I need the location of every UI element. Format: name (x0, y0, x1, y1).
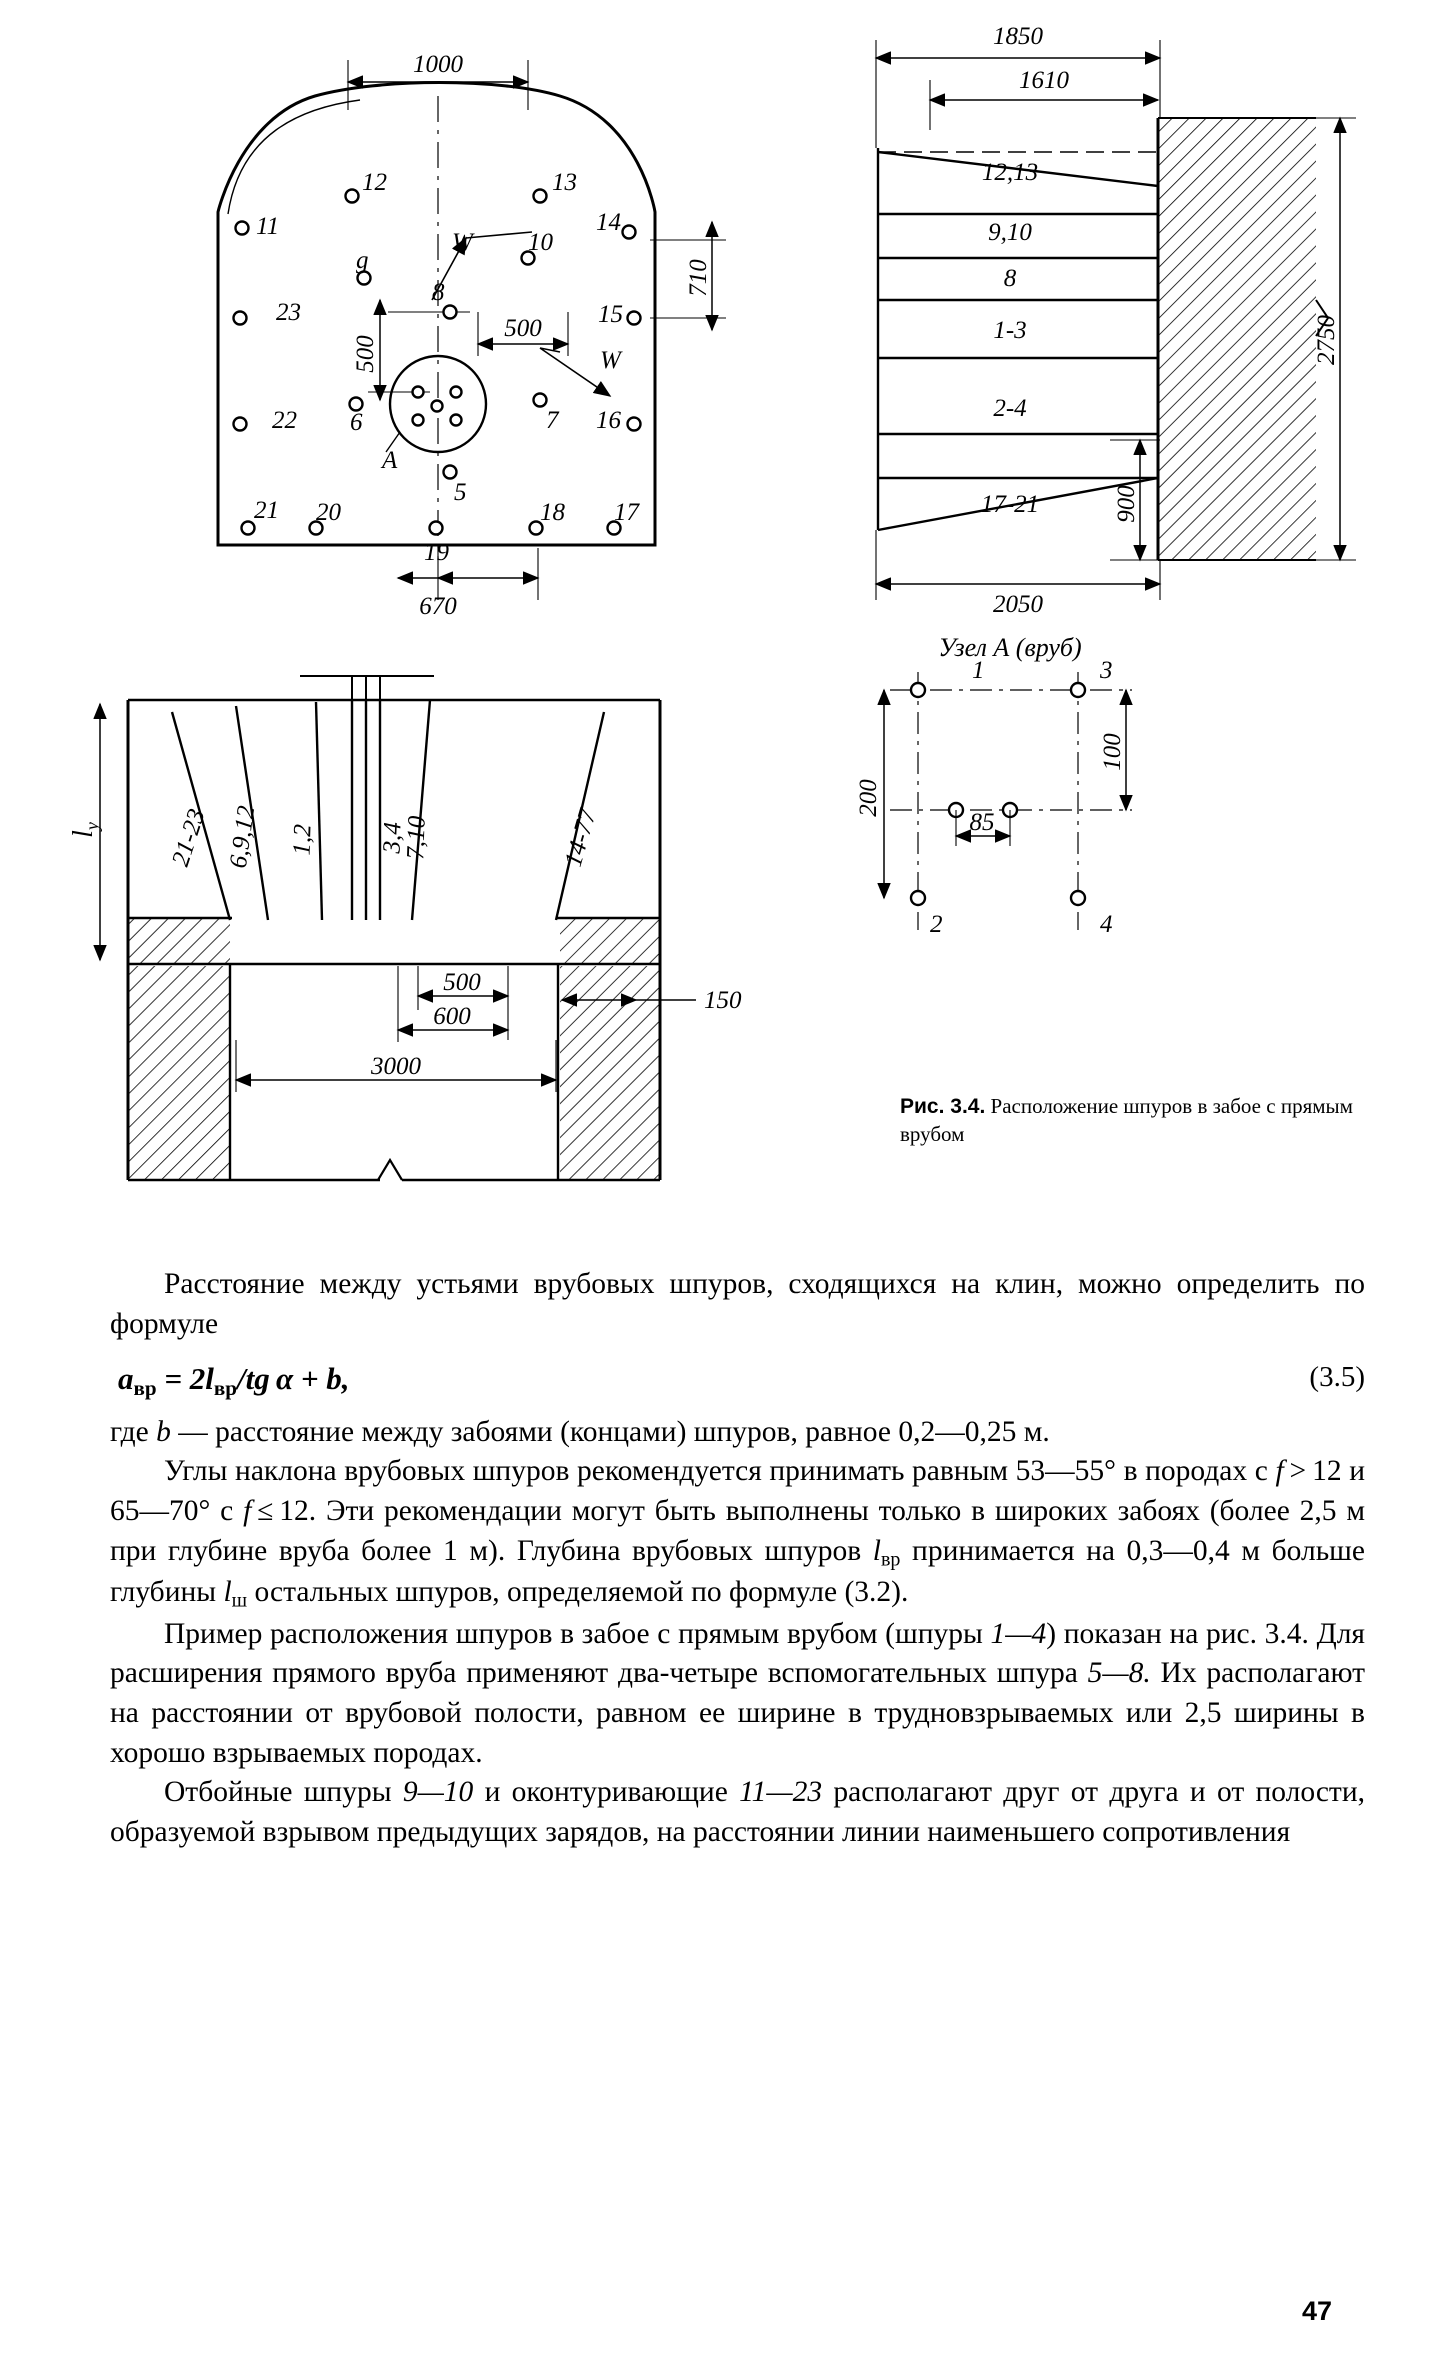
grp-14-17: 14-77 (559, 806, 602, 870)
label-W-1: W (452, 229, 473, 256)
dim-85: 85 (969, 809, 995, 836)
hole-21: 21 (254, 497, 279, 524)
node-a-title: Узел А (вруб) (938, 633, 1082, 662)
dim-1850: 1850 (993, 23, 1043, 50)
figure-caption-text: Расположение шпуров в забое с прямым врубом (900, 1094, 1353, 1146)
dim-200: 200 (855, 779, 882, 817)
hole-18: 18 (540, 499, 565, 526)
row-17-21: 17-21 (980, 491, 1040, 518)
dim-600-plan: 600 (433, 1003, 471, 1030)
hole-23: 23 (276, 299, 301, 326)
hole-11: 11 (256, 213, 280, 240)
page-number: 47 (1301, 2296, 1332, 2326)
node-pt-3: 3 (1100, 657, 1113, 684)
paragraph-2: где b — расстояние между забоями (концами) шпуров, равное 0,2—0,25 м. (110, 1415, 1050, 1448)
dim-500-plan: 500 (443, 969, 481, 996)
figure-caption-label: Рис. 3.4. (900, 1095, 986, 1118)
grp-21-23: 21-23 (167, 805, 211, 870)
paragraph-5: Отбойные шпуры 9—10 и оконтуривающие 11—23 располагают друг от друга и от полости, образуемой взрывом предыдущих зарядов, на расстоянии линии наименьшего сопротивления (110, 1776, 1365, 1849)
row-9-10: 9,10 (988, 219, 1032, 246)
grp-6-9-12: 6,9,12 (224, 804, 261, 870)
formula-3-5 (110, 1358, 1365, 1402)
dim-100: 100 (1099, 733, 1126, 771)
grp-3-4-7-10b: 7,10 (402, 815, 431, 861)
row-2-4: 2-4 (993, 395, 1027, 422)
dim-1610: 1610 (1019, 67, 1069, 94)
row-8: 8 (1003, 265, 1017, 292)
hole-6: 6 (350, 409, 363, 436)
hole-14: 14 (596, 209, 621, 236)
formula-number: (3.5) (1309, 1361, 1365, 1394)
paragraph-1: Расстояние между устьями врубовых шпуров, сходящихся на клин, можно определить по формуле (110, 1268, 1365, 1340)
dim-1000: 1000 (413, 51, 463, 78)
body-text (110, 1265, 1365, 1853)
hole-17: 17 (614, 499, 639, 526)
hole-15: 15 (598, 301, 623, 328)
grp-3-4-7-10: 3,4 (378, 821, 407, 854)
dim-ly: $l_у$ (68, 822, 102, 838)
dim-2750: 2750 (1313, 315, 1340, 365)
dim-2050: 2050 (993, 591, 1043, 618)
dim-150: 150 (704, 987, 742, 1014)
hole-5: 5 (454, 479, 467, 506)
hole-22: 22 (272, 407, 297, 434)
dim-500-h: 500 (504, 315, 542, 342)
figure-caption (900, 1093, 1380, 1148)
node-pt-2: 2 (930, 911, 943, 938)
hole-19: 19 (424, 539, 449, 566)
hole-20: 20 (316, 499, 341, 526)
formula-body: $a_{вр} = 2l_{вр}/tg$ α + b, (118, 1361, 350, 1401)
hole-13: 13 (552, 169, 577, 196)
dim-710: 710 (685, 259, 712, 297)
row-12-13: 12,13 (981, 159, 1039, 186)
dim-3000: 3000 (371, 1053, 421, 1080)
node-pt-4: 4 (1100, 911, 1113, 938)
grp-1-2: 1,2 (288, 823, 317, 856)
hole-12: 12 (362, 169, 387, 196)
hole-8: 8 (432, 279, 445, 306)
dim-670: 670 (419, 593, 457, 620)
dim-500-v: 500 (352, 335, 379, 373)
row-1-3: 1-3 (993, 317, 1027, 344)
node-pt-1: 1 (972, 657, 985, 684)
label-W-2: W (600, 347, 621, 374)
hole-9: g (356, 247, 369, 274)
label-node-a: A (382, 447, 398, 474)
hole-10: 10 (528, 229, 553, 256)
hole-16: 16 (596, 407, 621, 434)
dim-900: 900 (1113, 485, 1140, 523)
paragraph-3: Углы наклона врубовых шпуров рекомендуется принимать равным 53—55° в породах с f > 12 и 65—70° с f ≤ 12. Эти рекомендации могут быть выполнены только в широких забоях (более 2,5 м при глубине вруба более 1 м). Глубина врубовых шпуров $l_{вр}$ принимается на 0,3—0,4 м больше глубины $l_ш$ остальных шпуров, определяемой по формуле (3.2). (110, 1455, 1366, 1612)
paragraph-4: Пример расположения шпуров в забое с прямым врубом (шпуры 1—4) показан на рис. 3.4. Для расширения прямого вруба применяют два-четыре вспомогательных шпура 5—8. Их располагают на расстоянии от врубовой полости, равном ее ширине в трудновзрываемых или 2,5 ширины в хорошо взрываемых породах. (110, 1617, 1365, 1769)
hole-7: 7 (546, 407, 559, 434)
